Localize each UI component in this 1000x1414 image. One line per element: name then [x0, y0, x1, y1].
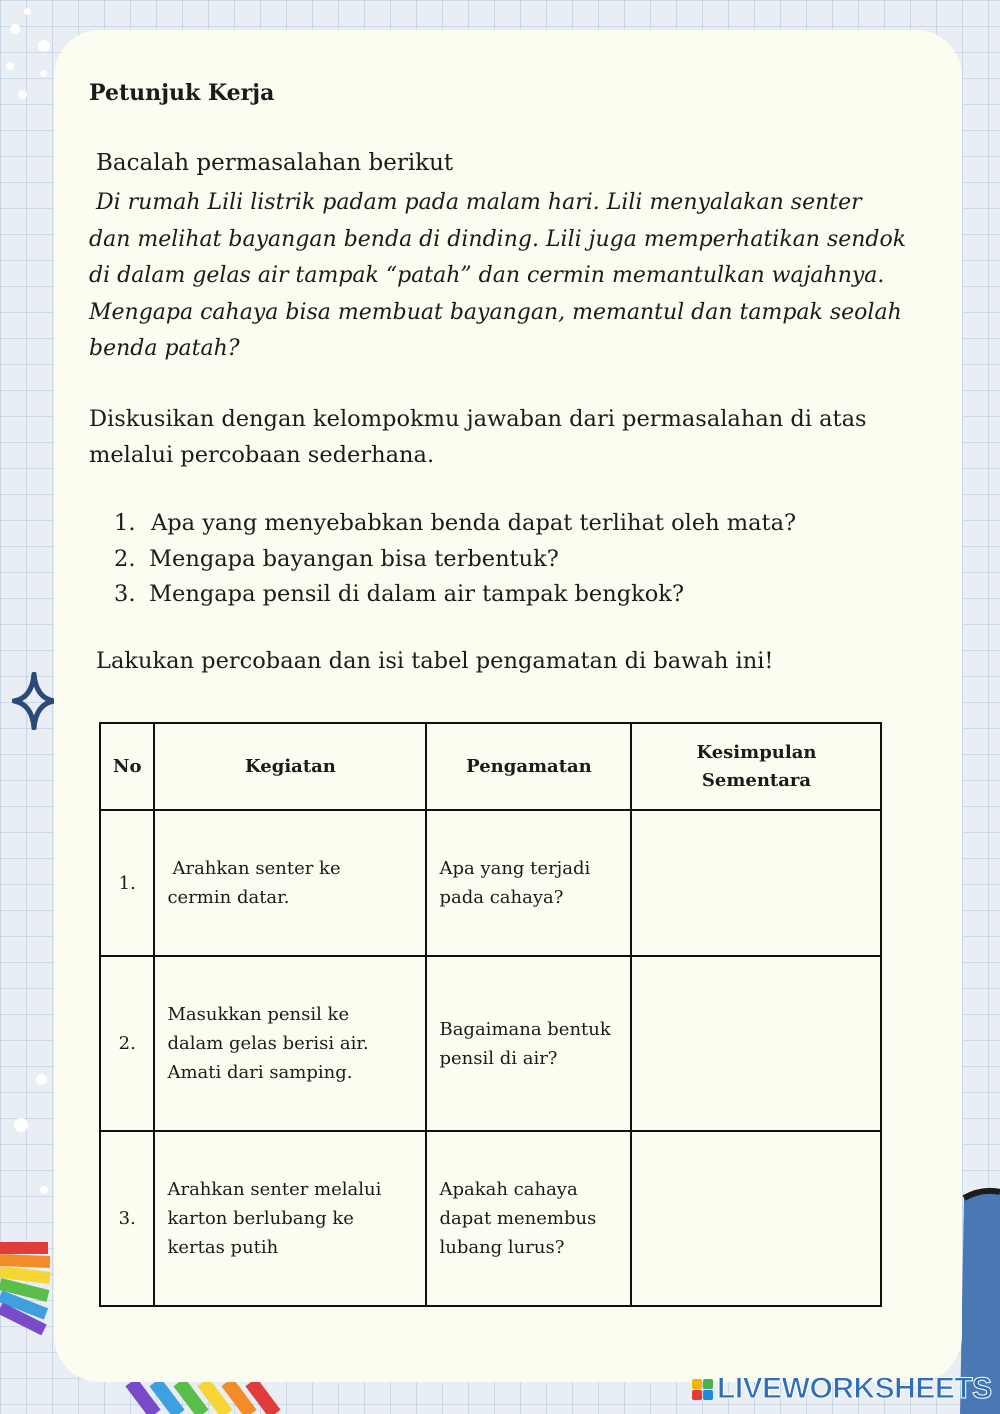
question-item [114, 506, 796, 542]
activity-cell [154, 810, 426, 956]
background-dot [18, 90, 27, 99]
header-observation: Pengamatan [426, 723, 631, 810]
logo-square [692, 1390, 702, 1400]
observation-text: Apa yang terjadi pada cahaya? [439, 858, 591, 908]
background-dot [14, 1118, 28, 1132]
background-dot [10, 24, 20, 34]
logo-square [692, 1379, 702, 1389]
liveworksheets-logo-icon [692, 1379, 713, 1400]
rainbow-decoration-left [0, 1240, 60, 1340]
header-no: No [100, 723, 154, 810]
question-number: 1. [114, 510, 136, 536]
row-number: 1. [100, 810, 154, 956]
activity-text: Arahkan senter ke cermin datar. [167, 858, 341, 908]
activity-text: Arahkan senter melalui karton berlubang ke kertas putih [167, 1179, 382, 1258]
problem-story: Di rumah Lili listrik padam pada malam hari. Lili menyalakan senter dan melihat bayangan benda di dinding. Lili juga memperhatikan sendok di dalam gelas air tampak “patah” dan cermin memantulkan wajahnya. Mengapa cahaya bisa membuat bayangan, memantul dan tampak seolah benda patah? [89, 190, 907, 361]
sparkle-icon [12, 672, 56, 730]
observation-cell [426, 810, 631, 956]
question-text: Apa yang menyebabkan benda dapat terlihat oleh mata? [151, 510, 797, 536]
header-activity: Kegiatan [154, 723, 426, 810]
observation-text: Bagaimana bentuk pensil di air? [439, 1018, 611, 1069]
table-row [100, 810, 881, 956]
logo-square [703, 1379, 713, 1389]
table-row [100, 1131, 881, 1306]
question-item [114, 542, 796, 578]
table-row [100, 956, 881, 1131]
rainbow-decoration-bottom [125, 1382, 315, 1414]
background-dot [36, 1074, 47, 1085]
header-conclusion-text: Kesimpulan Sementara [696, 741, 817, 791]
question-list [114, 506, 796, 613]
row-number: 2. [100, 956, 154, 1131]
logo-square [703, 1390, 713, 1400]
question-number: 2. [114, 545, 136, 572]
liveworksheets-watermark [692, 1372, 992, 1406]
conclusion-cell[interactable] [631, 1131, 881, 1306]
question-text: Mengapa bayangan bisa terbentuk? [149, 545, 559, 572]
background-dot [40, 70, 47, 77]
background-dot [38, 40, 50, 52]
table-header-row [100, 723, 881, 810]
background-dot [6, 62, 14, 70]
background-dot [40, 1186, 48, 1194]
background-dot [24, 8, 31, 15]
question-number: 3. [114, 581, 136, 607]
page-title: Petunjuk Kerja [89, 80, 275, 106]
activity-cell [154, 956, 426, 1131]
observation-cell [426, 1131, 631, 1306]
watermark-text: LIVEWORKSHEETS [717, 1372, 992, 1405]
header-conclusion [631, 723, 881, 810]
observation-cell [426, 956, 631, 1131]
question-text: Mengapa pensil di dalam air tampak bengkok? [149, 581, 685, 607]
activity-cell [154, 1131, 426, 1306]
observation-text: Apakah cahaya dapat menembus lubang lurus? [439, 1179, 597, 1258]
table-instruction: Lakukan percobaan dan isi tabel pengamatan di bawah ini! [96, 648, 774, 674]
question-item [114, 577, 796, 613]
conclusion-cell[interactable] [631, 810, 881, 956]
observation-table [99, 722, 882, 1307]
intro-text: Bacalah permasalahan berikut [96, 150, 454, 176]
activity-text: Masukkan pensil ke dalam gelas berisi air. Amati dari samping. [167, 1004, 369, 1083]
discussion-instruction: Diskusikan dengan kelompokmu jawaban dari permasalahan di atas melalui percobaan sederhana. [89, 406, 867, 468]
conclusion-cell[interactable] [631, 956, 881, 1131]
row-number: 3. [100, 1131, 154, 1306]
